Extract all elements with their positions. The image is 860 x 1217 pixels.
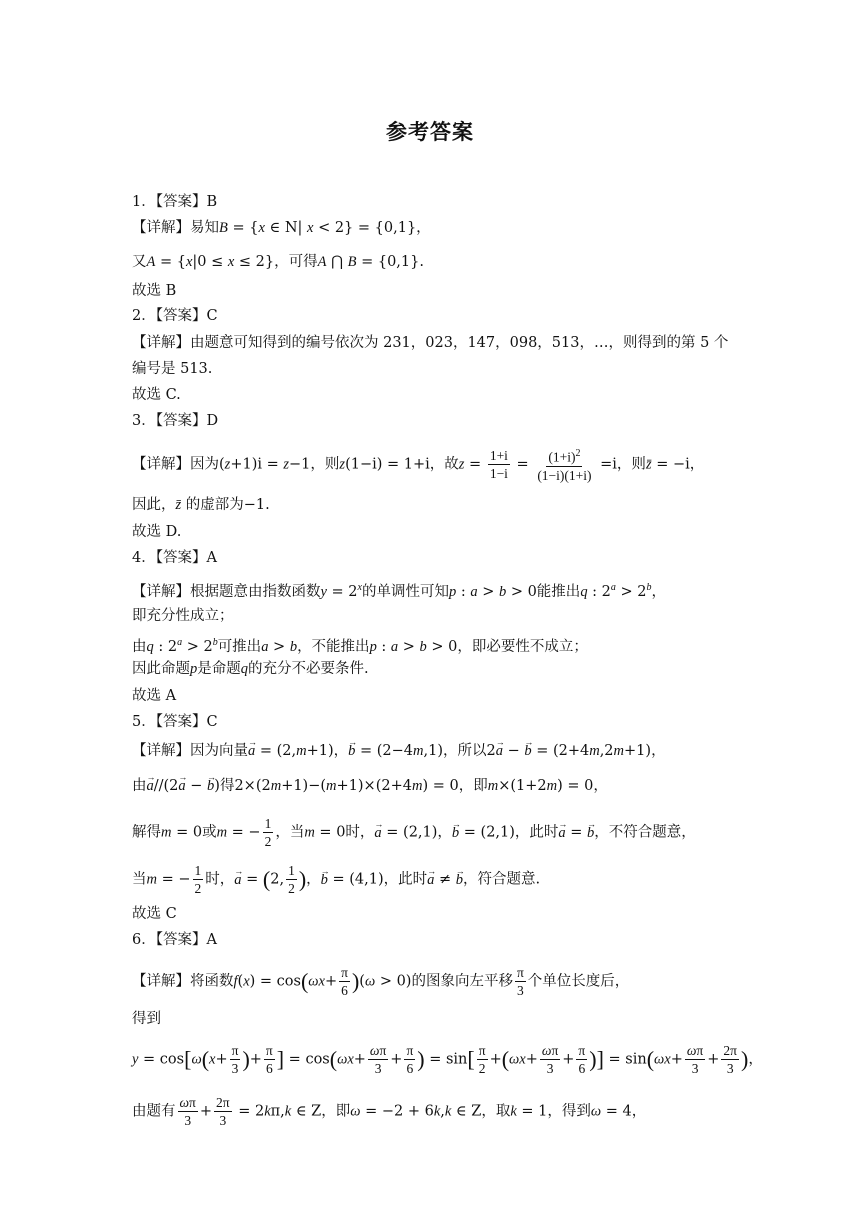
answer-line: 因此，z̄ 的虚部为−1.: [132, 497, 270, 513]
answer-line: 解得m = 0或m = − $\frac{1}{2}$ ，当m = 0时，→ a = (2,1)，→ b = (2,1)，此时→ a = → b，不符合题意，: [132, 815, 696, 850]
answer-line: 又A = {x|0 ≤ x ≤ 2}，可得A ⋂ B = {0,1}.: [132, 254, 424, 270]
answer-line: 【详解】因为(z+1)i = z−1，则z(1−i) = 1+i，故z = $\frac{1+i}{1-i}$ = $\frac{(1+i)^2}{(1-i)(1+i)}$ =i，则z̄ = −i，: [132, 445, 704, 484]
answer-line: 故选 A: [132, 688, 177, 704]
answer-line: 【详解】将函数f(x) = cos(ωx+ $\frac{\pi}{6}$ )(ω > 0)的图象向左平移 $\frac{\pi}{3}$ 个单位长度后，: [132, 965, 630, 998]
answer-line: 因此命题p是命题q的充分不必要条件.: [132, 661, 369, 677]
answer-line: 由题有 $\frac{\omega\pi}{3}$ + $\frac{2\pi}{3}$ = 2kπ,k ∈ Z，即ω = −2 + 6k,k ∈ Z，取k = 1，得到ω = 4，: [132, 1095, 647, 1128]
answer-line: 5．【答案】C: [132, 714, 218, 730]
answer-line: 【详解】因为向量→ a = (2,m+1)，→ b = (2−4m,1)，所以2→ a − → b = (2+4m,2m+1)，: [132, 741, 666, 761]
answer-line: 1．【答案】B: [132, 194, 218, 210]
answer-line: 得到: [132, 1011, 161, 1027]
answer-line: 当m = − $\frac{1}{2}$ 时，→ a = (2, $\frac{1}{2}$ )，→ b = (4,1)，此时→ a ≠ → b，符合题意.: [132, 862, 540, 897]
answer-line: 故选 D.: [132, 524, 182, 540]
answer-line: y = cos[ω(x+ $\frac{\pi}{3}$ )+ $\frac{\pi}{6}$ ] = cos(ωx+ $\frac{\omega\pi}{3}$ + $\frac{\pi}{6}$ ) = sin[ $\frac{\pi}{2}$ +(ωx+ $\frac{\omega\pi}{3}$ + $\frac{\pi}{6}$ )] = sin(ωx+ $\frac{\omega\pi}{3}$ + $\frac{2\pi}{3}$ )，: [132, 1043, 763, 1076]
answer-line: 由q : $2^a > 2^b$可推出a > b，不能推出p : a > b > 0，即必要性不成立；: [132, 637, 588, 655]
answer-line: 由→ a//(2→ a − → b)得2×(2m+1)−(m+1)×(2+4m) = 0，即m×(1+2m) = 0，: [132, 776, 608, 796]
answer-line: 【详解】易知B = {x ∈ N| x < 2} = {0,1}，: [132, 220, 431, 236]
answer-line: 6．【答案】A: [132, 932, 217, 948]
answer-line: 3．【答案】D: [132, 413, 219, 429]
answer-line: 故选 B: [132, 283, 177, 299]
answer-line: 2．【答案】C: [132, 308, 218, 324]
answer-line: 编号是 513.: [132, 361, 213, 377]
answer-line: 即充分性成立；: [132, 608, 234, 624]
answer-line: 4．【答案】A: [132, 550, 217, 566]
answer-line: 【详解】由题意可知得到的编号依次为 231，023，147，098，513，…，则得到的第 5 个: [132, 335, 729, 351]
answer-line: 故选 C.: [132, 387, 181, 403]
answer-line: 【详解】根据题意由指数函数$y = 2^x$的单调性可知p : a > b > 0能推出q : $2^a > 2^b$，: [132, 582, 666, 600]
page-title: 参考答案: [386, 120, 474, 144]
answer-line: 故选 C: [132, 906, 177, 922]
